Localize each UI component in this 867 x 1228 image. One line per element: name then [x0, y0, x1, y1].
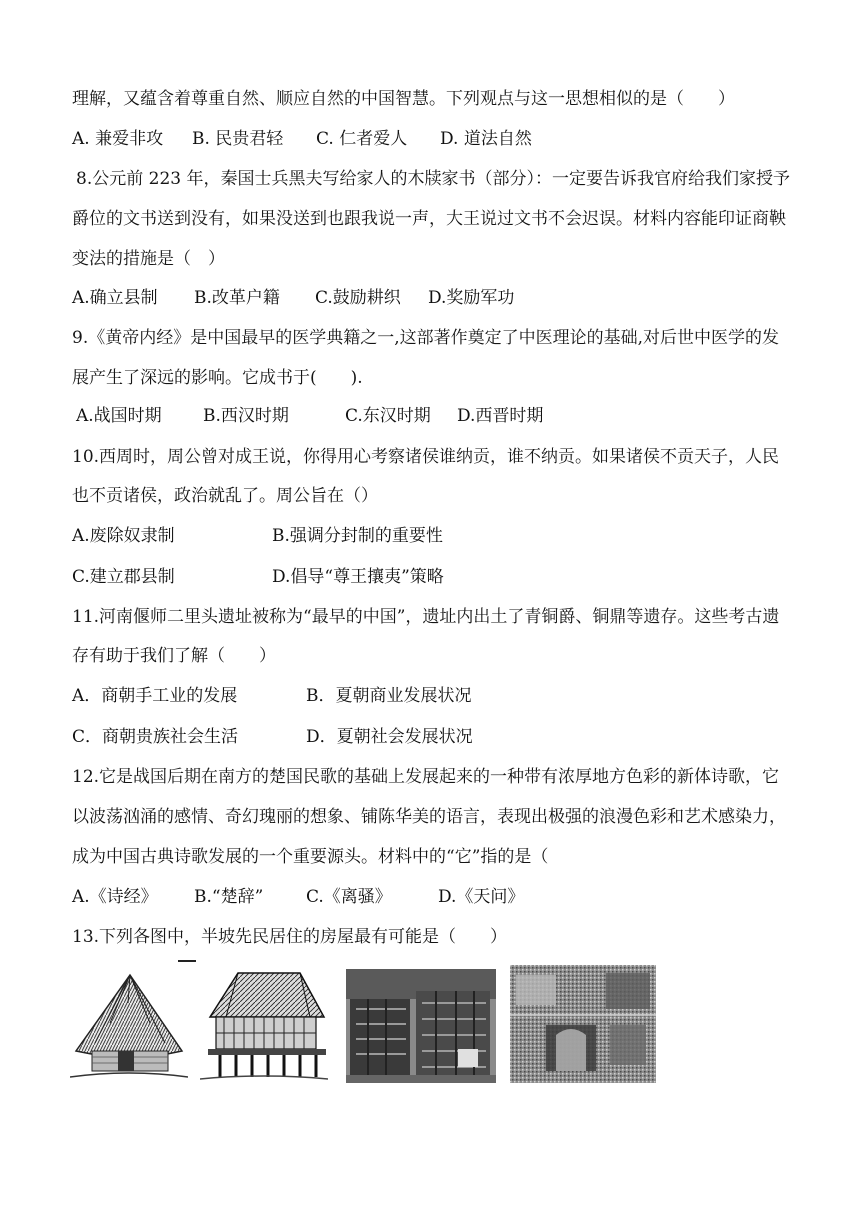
q10-option-c: C.建立郡县制 [72, 567, 175, 587]
q11-option-d: D．夏朝社会发展状况 [306, 727, 473, 747]
q11-option-b: B．夏朝商业发展状况 [306, 686, 472, 706]
courtyard-photo-image [510, 965, 656, 1083]
q10-option-d: D.倡导“尊王攘夷”策略 [272, 567, 444, 587]
q8-option-c: C.鼓励耕织 [315, 288, 401, 308]
q12-option-c: C.《离骚》 [306, 887, 392, 907]
q11-option-c: C．商朝贵族社会生活 [72, 727, 239, 747]
q10-stem-line2: 也不贡诸侯，政治就乱了。周公旨在（） [72, 486, 378, 506]
q10-stem-line1: 10.西周时，周公曾对成王说，你得用心考察诸侯谁纳贡，谁不纳贡。如果诸侯不贡天子，人民 [72, 447, 780, 467]
q8-stem-line2: 爵位的文书送到没有，如果没送到也跟我说一声，大王说过文书不会迟误。材料内容能印证商鞅 [72, 209, 786, 229]
q8-stem-line3: 变法的措施是（ ） [72, 249, 225, 269]
q8-option-b: B.改革户籍 [194, 288, 280, 308]
q11-option-a: A．商朝手工业的发展 [72, 686, 238, 706]
q8-stem-line1: 8.公元前 223 年，秦国士兵黑夫写给家人的木牍家书（部分）：一定要告诉我官府给我们家授予 [76, 169, 790, 189]
q11-stem-line1: 11.河南偃师二里头遗址被称为“最早的中国”，遗址内出土了青铜爵、铜鼎等遗存。这些考古遗 [72, 607, 780, 627]
q12-option-a: A.《诗经》 [72, 887, 158, 907]
q8-option-d: D.奖励军功 [428, 288, 515, 308]
q12-option-b: B.“楚辞” [194, 887, 264, 907]
q7-option-c: C. 仁者爱人 [316, 129, 408, 149]
q7-option-a: A. 兼爱非攻 [72, 129, 164, 149]
q9-stem-line2: 展产生了深远的影响。它成书于( ). [72, 368, 363, 388]
q12-stem-line2: 以波荡汹涌的感情、奇幻瑰丽的想象、铺陈华美的语言，表现出极强的浪漫色彩和艺术感染力， [72, 807, 786, 827]
q13-stem: 13.下列各图中，半坡先民居住的房屋最有可能是（ ） [72, 927, 508, 947]
stilt-house-image [200, 967, 328, 1085]
thatched-hut-image [70, 973, 188, 1081]
q12-stem-line1: 12.它是战国后期在南方的楚国民歌的基础上发展起来的一种带有浓厚地方色彩的新体诗歌，它 [72, 767, 780, 787]
q8-option-a: A.确立县制 [72, 288, 158, 308]
q10-option-b: B.强调分封制的重要性 [272, 526, 443, 546]
q9-option-c: C.东汉时期 [345, 406, 431, 426]
q10-option-a: A.废除奴隶制 [72, 526, 175, 546]
q11-stem-line2: 存有助于我们了解（ ） [72, 646, 276, 666]
q12-option-d: D.《天问》 [438, 887, 525, 907]
q9-option-b: B.西汉时期 [203, 406, 289, 426]
q9-option-d: D.西晋时期 [457, 406, 544, 426]
stray-mark [178, 960, 196, 962]
q7-stem-tail: 理解，又蕴含着尊重自然、顺应自然的中国智慧。下列观点与这一思想相似的是（ ） [72, 89, 735, 109]
q9-stem-line1: 9.《黄帝内经》是中国最早的医学典籍之一,这部著作奠定了中医理论的基础,对后世中医学的发 [72, 328, 780, 348]
q7-option-d: D. 道法自然 [440, 129, 532, 149]
ruins-photo-image [346, 969, 496, 1083]
q9-option-a: A.战国时期 [76, 406, 162, 426]
house-images [70, 965, 670, 1090]
q7-option-b: B. 民贵君轻 [192, 129, 284, 149]
q12-stem-line3: 成为中国古典诗歌发展的一个重要源头。材料中的“它”指的是（ [72, 847, 549, 867]
